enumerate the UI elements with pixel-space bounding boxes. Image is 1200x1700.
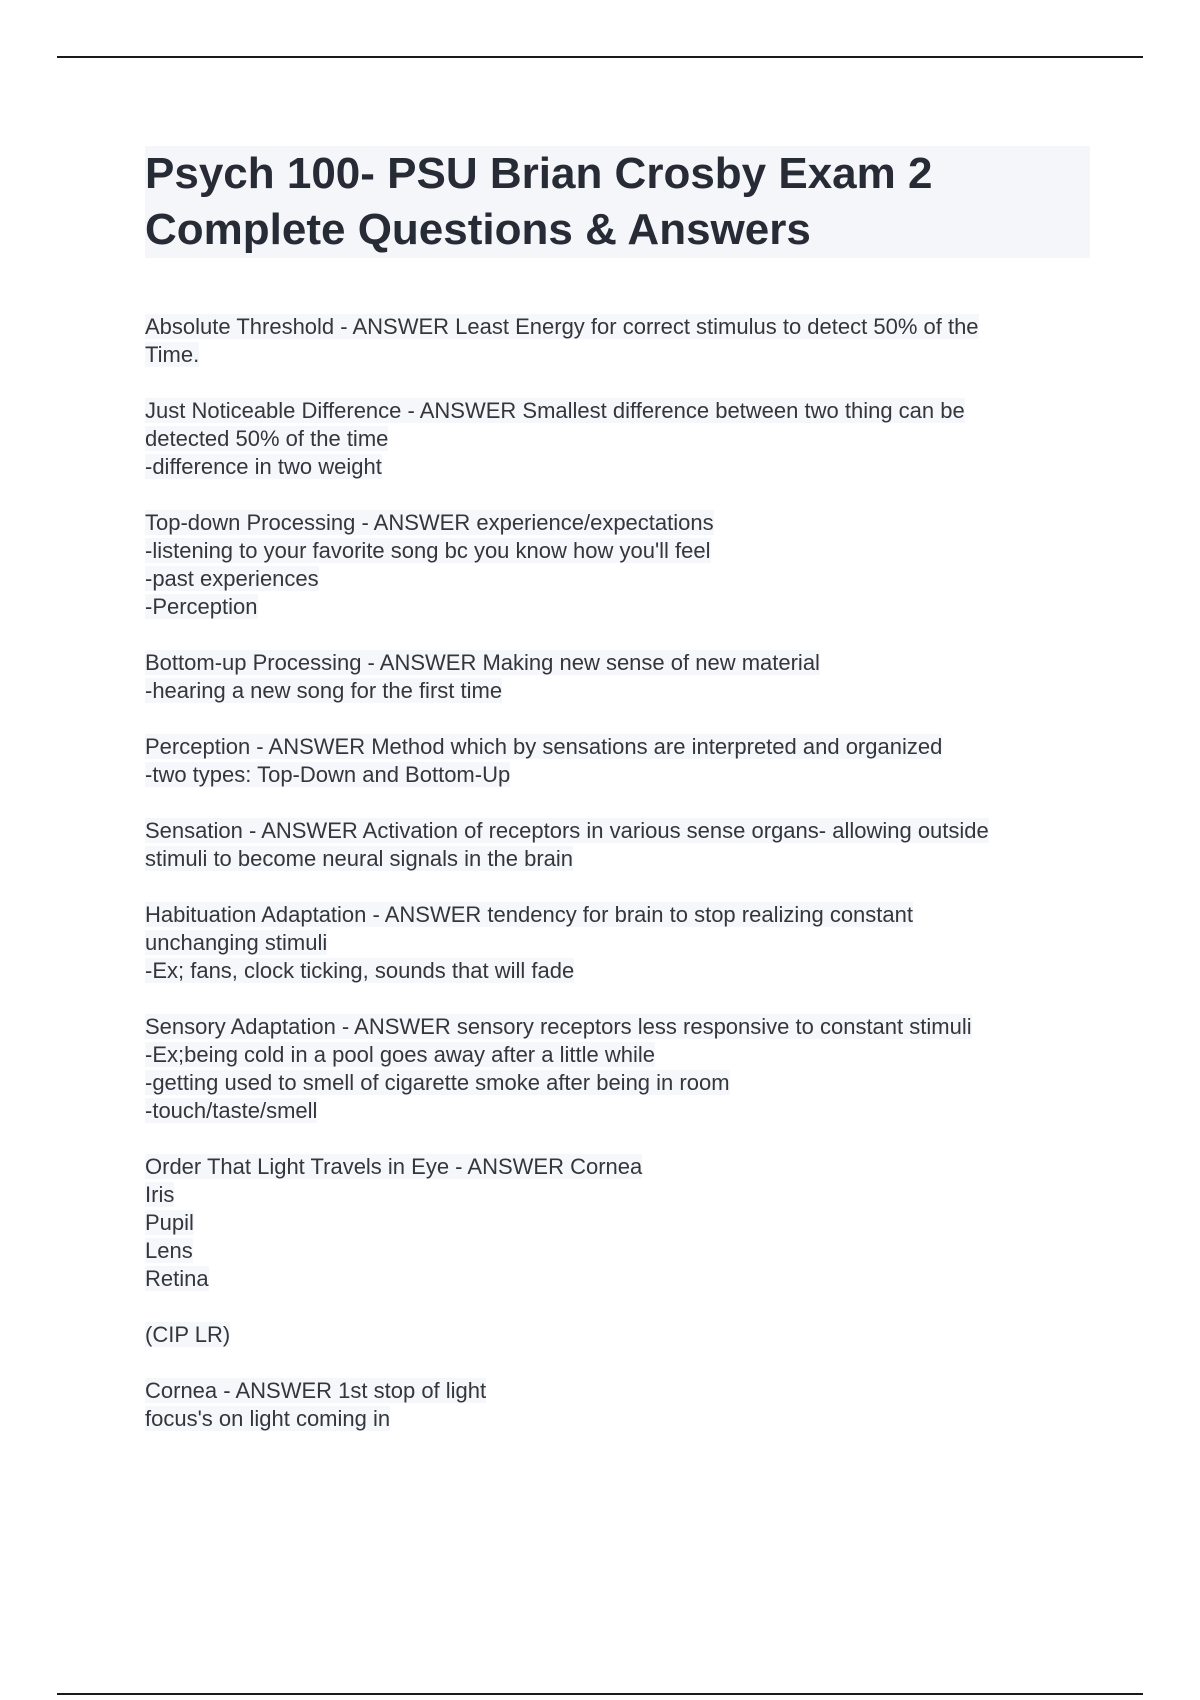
qa-text: -Ex; fans, clock ticking, sounds that will fade [145,958,575,983]
qa-entry [145,649,1090,705]
qa-line [145,1321,1090,1349]
qa-text: Order That Light Travels in Eye - ANSWER Cornea [145,1154,643,1179]
qa-line [145,845,1090,873]
document-body [145,146,1090,1461]
qa-text: -hearing a new song for the first time [145,678,503,703]
qa-line [145,537,1090,565]
qa-text: Absolute Threshold - ANSWER Least Energy for correct stimulus to detect 50% of the [145,314,979,339]
qa-text: focus's on light coming in [145,1406,391,1431]
qa-line [145,509,1090,537]
qa-line [145,397,1090,425]
qa-text: -touch/taste/smell [145,1098,318,1123]
qa-line [145,1153,1090,1181]
top-rule [57,56,1143,58]
qa-entry [145,1377,1090,1433]
qa-line [145,1237,1090,1265]
qa-text: Top-down Processing - ANSWER experience/expectations [145,510,714,535]
qa-line [145,1209,1090,1237]
qa-entry [145,733,1090,789]
bottom-rule [57,1693,1143,1695]
qa-text: Pupil [145,1210,194,1235]
qa-text: -getting used to smell of cigarette smoke after being in room [145,1070,730,1095]
qa-text: unchanging stimuli [145,930,328,955]
qa-line [145,761,1090,789]
qa-text: Sensation - ANSWER Activation of receptors in various sense organs- allowing outside [145,818,989,843]
qa-line [145,957,1090,985]
title-line: Complete Questions & Answers [145,205,811,254]
qa-text: (CIP LR) [145,1322,231,1347]
qa-line [145,1069,1090,1097]
qa-text: Cornea - ANSWER 1st stop of light [145,1378,487,1403]
qa-text: -Perception [145,594,258,619]
qa-text: Just Noticeable Difference - ANSWER Smallest difference between two thing can be [145,398,965,423]
qa-text: Sensory Adaptation - ANSWER sensory receptors less responsive to constant stimuli [145,1014,972,1039]
qa-line [145,901,1090,929]
qa-line [145,817,1090,845]
qa-text: stimuli to become neural signals in the brain [145,846,574,871]
qa-text: detected 50% of the time [145,426,389,451]
qa-text: -difference in two weight [145,454,382,479]
qa-text: -past experiences [145,566,319,591]
qa-line [145,1405,1090,1433]
qa-text: Iris [145,1182,175,1207]
qa-entry [145,817,1090,873]
qa-line [145,1097,1090,1125]
qa-line [145,313,1090,341]
qa-entry [145,1013,1090,1125]
qa-line [145,453,1090,481]
qa-text: Time. [145,342,200,367]
qa-text: Habituation Adaptation - ANSWER tendency for brain to stop realizing constant [145,902,913,927]
qa-entry [145,1153,1090,1293]
qa-line [145,1181,1090,1209]
qa-text: -Ex;being cold in a pool goes away after a little while [145,1042,655,1067]
qa-line [145,565,1090,593]
qa-line [145,649,1090,677]
document-title [145,146,1090,258]
qa-text: -listening to your favorite song bc you know how you'll feel [145,538,711,563]
qa-entry [145,509,1090,621]
qa-entry [145,397,1090,481]
qa-line [145,1013,1090,1041]
qa-entry [145,901,1090,985]
qa-text: Bottom-up Processing - ANSWER Making new sense of new material [145,650,820,675]
qa-entry [145,313,1090,369]
qa-line [145,341,1090,369]
qa-list [145,313,1090,1433]
qa-text: Perception - ANSWER Method which by sensations are interpreted and organized [145,734,943,759]
qa-line [145,733,1090,761]
qa-line [145,593,1090,621]
qa-line [145,677,1090,705]
qa-text: -two types: Top-Down and Bottom-Up [145,762,511,787]
qa-line [145,1041,1090,1069]
qa-line [145,1265,1090,1293]
qa-text: Retina [145,1266,209,1291]
qa-line [145,425,1090,453]
qa-line [145,1377,1090,1405]
qa-text: Lens [145,1238,193,1263]
qa-line [145,929,1090,957]
qa-entry [145,1321,1090,1349]
title-line: Psych 100- PSU Brian Crosby Exam 2 [145,149,933,198]
